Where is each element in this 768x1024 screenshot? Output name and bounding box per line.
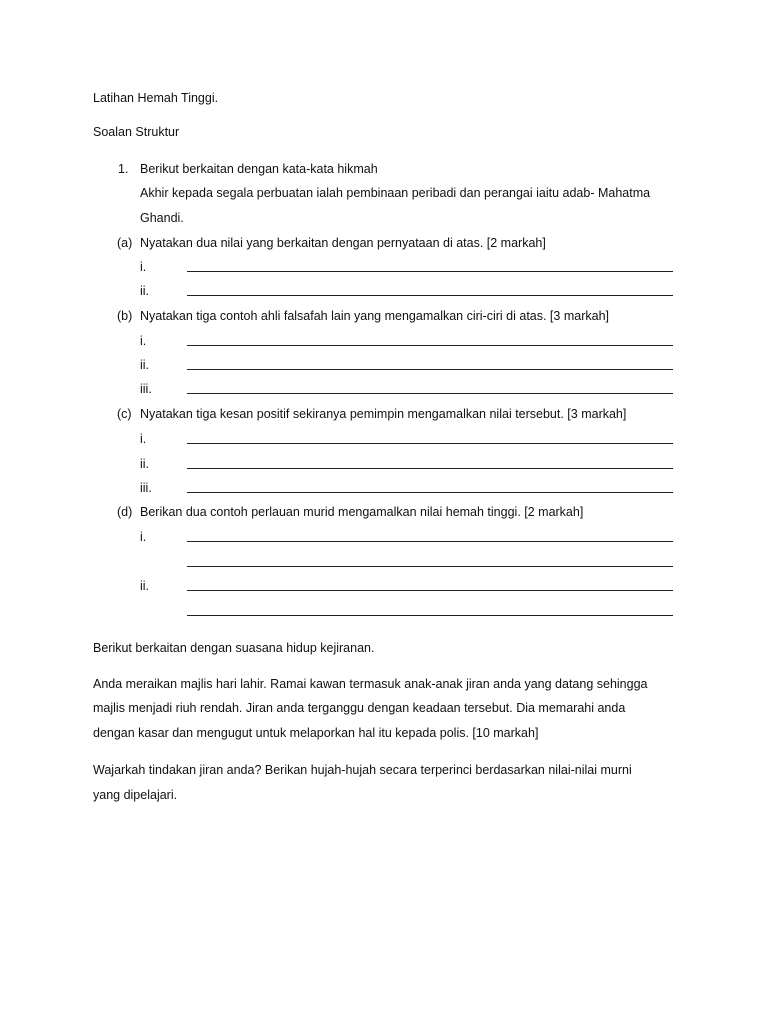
answer-line-c-iii[interactable] <box>187 492 673 493</box>
answer-line-b-i[interactable] <box>187 345 673 346</box>
part-d-item-ii-label: ii. <box>140 579 150 593</box>
part-c-item-iii-label: iii. <box>140 481 152 495</box>
part-b-item-i-label: i. <box>140 334 147 348</box>
question-number: 1. <box>118 162 129 176</box>
answer-line-d-ii-2[interactable] <box>187 615 673 616</box>
part-b-item-ii-label: ii. <box>140 358 150 372</box>
answer-line-b-iii[interactable] <box>187 393 673 394</box>
part-a-item-ii-label: ii. <box>140 284 150 298</box>
question2-para2-line2: yang dipelajari. <box>93 788 178 802</box>
quote-line-2: Ghandi. <box>140 211 184 225</box>
part-a-item-i-label: i. <box>140 260 147 274</box>
question-intro: Berikut berkaitan dengan kata-kata hikmah <box>140 162 378 176</box>
part-d-text: Berikan dua contoh perlauan murid mengamalkan nilai hemah tinggi. [2 markah] <box>140 505 584 519</box>
part-c-text: Nyatakan tiga kesan positif sekiranya pemimpin mengamalkan nilai tersebut. [3 markah] <box>140 407 627 421</box>
part-c-item-i-label: i. <box>140 432 147 446</box>
part-c-item-ii-label: ii. <box>140 457 150 471</box>
answer-line-c-ii[interactable] <box>187 468 673 469</box>
answer-line-d-i-2[interactable] <box>187 566 673 567</box>
part-d-label: (d) <box>117 505 133 519</box>
part-a-text: Nyatakan dua nilai yang berkaitan dengan pernyataan di atas. [2 markah] <box>140 236 546 250</box>
quote-line-1: Akhir kepada segala perbuatan ialah pembinaan peribadi dan perangai iaitu adab- Mahatma <box>140 186 651 200</box>
page-title: Latihan Hemah Tinggi. <box>93 91 219 105</box>
part-d-item-i-label: i. <box>140 530 147 544</box>
part-b-text: Nyatakan tiga contoh ahli falsafah lain yang mengamalkan ciri-ciri di atas. [3 markah] <box>140 309 609 323</box>
part-b-item-iii-label: iii. <box>140 382 152 396</box>
answer-line-c-i[interactable] <box>187 443 673 444</box>
answer-line-a-i[interactable] <box>187 271 673 272</box>
question2-para1-line2: majlis menjadi riuh rendah. Jiran anda terganggu dengan keadaan tersebut. Dia memarahi anda <box>93 701 626 715</box>
section-heading: Soalan Struktur <box>93 125 180 139</box>
part-c-label: (c) <box>117 407 132 421</box>
answer-line-a-ii[interactable] <box>187 295 673 296</box>
question2-para1-line1: Anda meraikan majlis hari lahir. Ramai kawan termasuk anak-anak jiran anda yang datang sehingga <box>93 677 648 691</box>
part-a-label: (a) <box>117 236 133 250</box>
question2-intro: Berikut berkaitan dengan suasana hidup kejiranan. <box>93 641 375 655</box>
answer-line-d-i-1[interactable] <box>187 541 673 542</box>
question2-para1-line3: dengan kasar dan mengugut untuk melaporkan hal itu kepada polis. [10 markah] <box>93 726 539 740</box>
part-b-label: (b) <box>117 309 133 323</box>
question2-para2-line1: Wajarkah tindakan jiran anda? Berikan hujah-hujah secara terperinci berdasarkan nilai-nilai murni <box>93 763 632 777</box>
answer-line-b-ii[interactable] <box>187 369 673 370</box>
answer-line-d-ii-1[interactable] <box>187 590 673 591</box>
